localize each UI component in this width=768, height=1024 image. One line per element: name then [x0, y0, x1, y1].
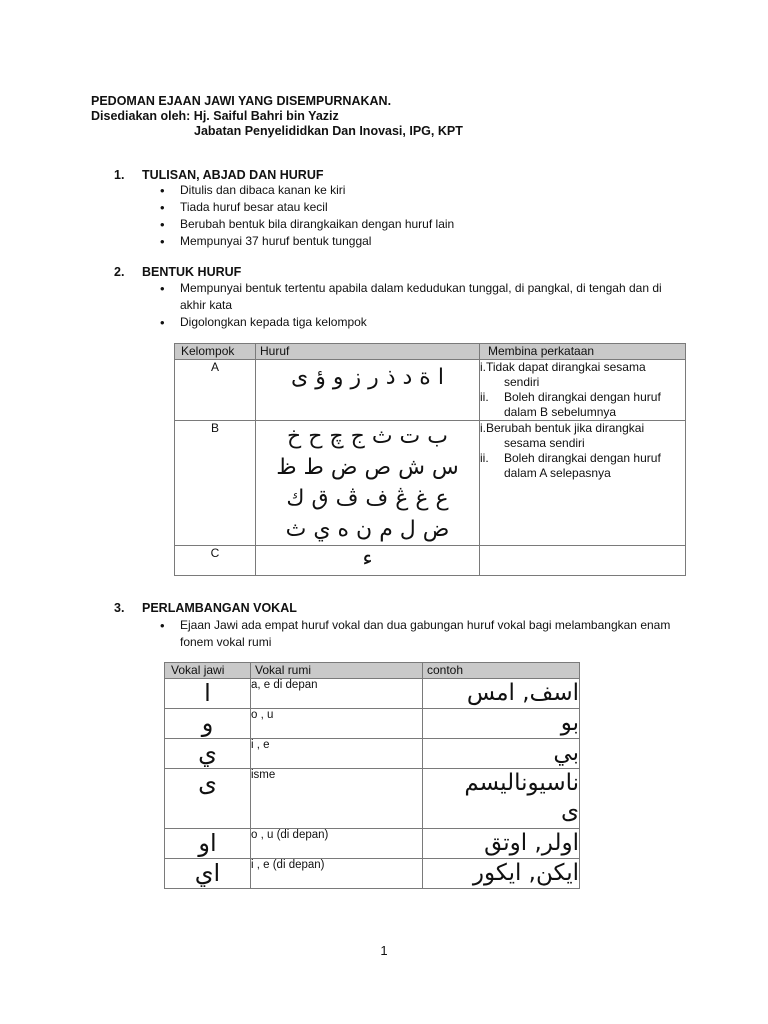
kelompok-cell: C — [175, 546, 256, 576]
contoh-cell — [423, 829, 580, 859]
note-text: sendiri — [504, 375, 540, 389]
huruf-line: ع غ ڠ ف ڤ ق ك — [286, 486, 449, 511]
table-row — [165, 679, 580, 709]
col-header-membina: Membina perkataan — [480, 344, 686, 360]
huruf-cell — [256, 421, 480, 546]
huruf-line: ض ل م ن ه ي ث — [285, 517, 450, 542]
note-marker: i. — [480, 421, 486, 435]
prepared-by: Disediakan oleh: Hj. Saiful Bahri bin Yaziz — [91, 109, 339, 123]
table-row — [165, 739, 580, 769]
vokal-rumi-cell: i , e — [251, 739, 423, 769]
contoh-cell — [423, 679, 580, 709]
vokal-jawi-cell: ا — [165, 679, 251, 709]
section-3-number: 3. — [114, 601, 125, 615]
note-text: Berubah bentuk jika dirangkai — [486, 421, 645, 435]
vokal-rumi-cell: a, e di depan — [251, 679, 423, 709]
vokal-rumi-cell: o , u (di depan) — [251, 829, 423, 859]
bullet-item: • Tiada huruf besar atau kecil — [156, 199, 676, 216]
document-title: PEDOMAN EJAAN JAWI YANG DISEMPURNAKAN. — [91, 94, 392, 108]
huruf-cell — [256, 360, 480, 421]
col-header-vokal-jawi: Vokal jawi — [165, 663, 251, 679]
section-1-title: TULISAN, ABJAD DAN HURUF — [142, 168, 324, 182]
section-1-heading — [114, 168, 323, 182]
note-text: sesama sendiri — [504, 436, 585, 450]
contoh-line: بو — [560, 710, 579, 736]
bullet-item: • Berubah bentuk bila dirangkaikan dengan huruf lain — [156, 216, 676, 233]
note-text: Tidak dapat dirangkai sesama — [486, 360, 646, 374]
table-row — [165, 859, 580, 889]
contoh-cell — [423, 769, 580, 829]
table-row — [165, 829, 580, 859]
vokal-jawi-cell: او — [165, 829, 251, 859]
contoh-cell — [423, 709, 580, 739]
contoh-line: ايكن, ايكور — [472, 860, 579, 886]
section-3-title: PERLAMBANGAN VOKAL — [142, 601, 297, 615]
huruf-cell — [256, 546, 480, 576]
section-1-bullets — [156, 182, 676, 250]
note-marker: ii. — [480, 390, 489, 404]
note-text: Boleh dirangkai dengan huruf — [504, 390, 661, 404]
section-1-number: 1. — [114, 168, 125, 182]
kelompok-cell: A — [175, 360, 256, 421]
note-text: dalam B sebelumnya — [504, 405, 617, 419]
section-2-number: 2. — [114, 265, 125, 279]
col-header-vokal-rumi: Vokal rumi — [251, 663, 423, 679]
page-number: 1 — [380, 943, 388, 958]
note-text: Boleh dirangkai dengan huruf — [504, 451, 661, 465]
bullet-item: • Mempunyai 37 huruf bentuk tunggal — [156, 233, 676, 250]
table-row — [175, 421, 686, 546]
contoh-line: بي — [553, 740, 579, 766]
section-2-heading — [114, 265, 241, 279]
contoh-line: ناسيوناليسم — [464, 770, 579, 796]
vokal-jawi-cell: ي — [165, 739, 251, 769]
contoh-cell — [423, 739, 580, 769]
section-2-bullets — [156, 280, 676, 331]
membina-cell — [480, 546, 686, 576]
kelompok-cell: B — [175, 421, 256, 546]
vokal-rumi-cell: i , e (di depan) — [251, 859, 423, 889]
huruf-table — [174, 343, 686, 576]
table-row — [175, 360, 686, 421]
vokal-jawi-cell: ى — [165, 769, 251, 829]
col-header-kelompok: Kelompok — [175, 344, 256, 360]
vokal-jawi-cell: اي — [165, 859, 251, 889]
contoh-line: اولر, اوتق — [484, 830, 579, 856]
bullet-item: • Digolongkan kepada tiga kelompok — [156, 314, 676, 331]
table-row — [165, 709, 580, 739]
huruf-line: ب ت ث ج چ ح خ — [287, 424, 448, 449]
section-2-title: BENTUK HURUF — [142, 265, 242, 279]
membina-cell — [480, 360, 686, 421]
contoh-line: ى — [560, 798, 579, 824]
bullet-item: • Ditulis dan dibaca kanan ke kiri — [156, 182, 676, 199]
note-marker: i. — [480, 360, 486, 374]
huruf-line: ا ة د ذ ر ز و ؤ ى — [291, 365, 444, 390]
col-header-contoh: contoh — [423, 663, 580, 679]
department: Jabatan Penyelididkan Dan Inovasi, IPG, KPT — [194, 124, 463, 138]
bullet-item: • Ejaan Jawi ada empat huruf vokal dan dua gabungan huruf vokal bagi melambangkan enam fonem vokal rumi — [156, 617, 676, 651]
note-text: dalam A selepasnya — [504, 466, 611, 480]
section-3-heading — [114, 601, 297, 615]
contoh-line: اسف, امس — [466, 680, 579, 706]
vokal-jawi-cell: و — [165, 709, 251, 739]
table-row — [165, 769, 580, 829]
huruf-line: س ش ص ض ط ظ — [276, 455, 459, 480]
membina-cell — [480, 421, 686, 546]
section-3-bullets — [156, 617, 676, 651]
bullet-item: • Mempunyai bentuk tertentu apabila dalam kedudukan tunggal, di pangkal, di tengah dan di akhir kata — [156, 280, 676, 314]
table-row — [175, 546, 686, 576]
vokal-rumi-cell: o , u — [251, 709, 423, 739]
huruf-line: ء — [362, 546, 373, 571]
note-marker: ii. — [480, 451, 489, 465]
vokal-table — [164, 662, 580, 889]
contoh-cell — [423, 859, 580, 889]
vokal-rumi-cell: isme — [251, 769, 423, 829]
col-header-huruf: Huruf — [256, 344, 480, 360]
